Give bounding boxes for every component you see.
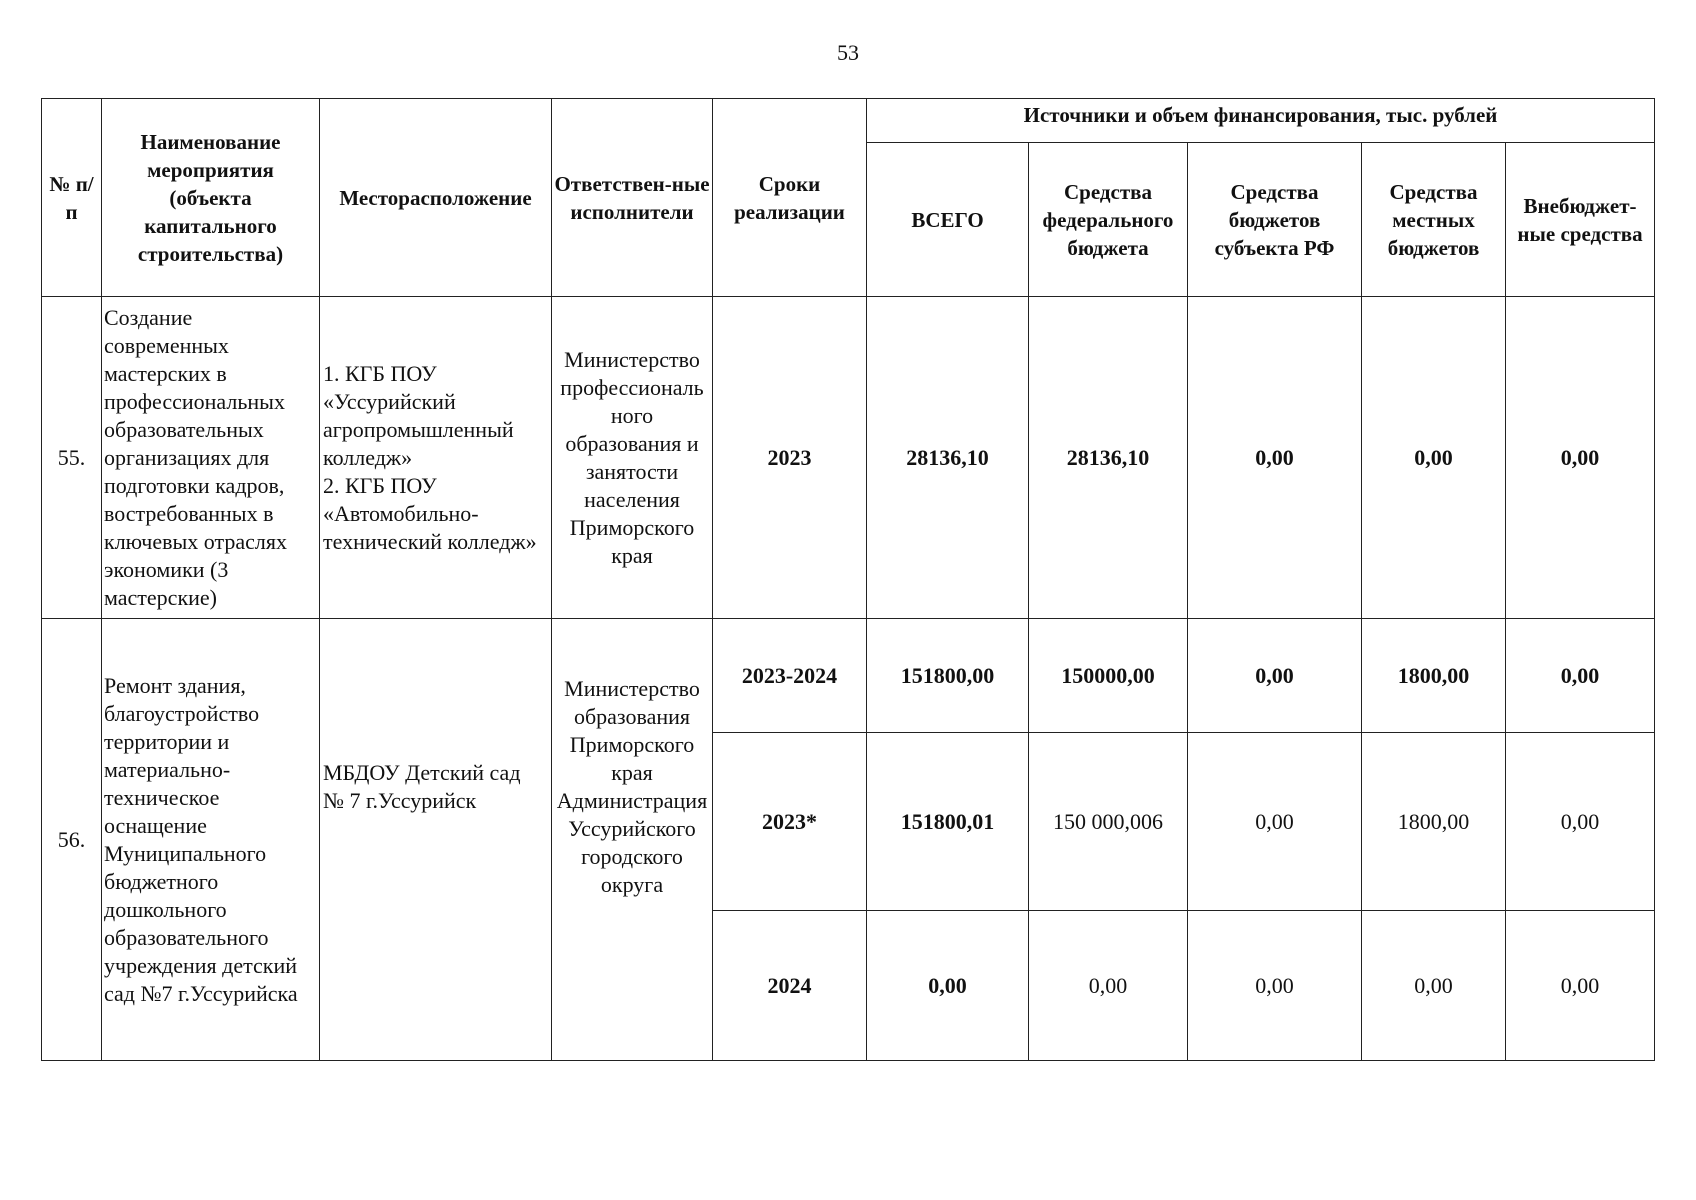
term: 2024 [713,911,867,1061]
local-value: 0,00 [1362,911,1506,1061]
total-value: 151800,01 [867,733,1029,911]
responsible-executors: Министерство образования Приморского края Администрация Уссурийского городского округа [552,619,713,1061]
header-name: Наименование мероприятия (объекта капитального строительства) [102,99,320,297]
header-location: Месторасположение [320,99,552,297]
header-total: ВСЕГО [867,143,1029,297]
location: МБДОУ Детский сад № 7 г.Уссурийск [320,619,552,1061]
location: 1. КГБ ПОУ «Уссурийский агропромышленный колледж» 2. КГБ ПОУ «Автомобильно- технический колледж» [320,297,552,619]
local-value: 1800,00 [1362,733,1506,911]
offbudget-value: 0,00 [1506,619,1655,733]
federal-value: 28136,10 [1029,297,1188,619]
table-row [42,619,1655,733]
header-responsible: Ответствен-ные исполнители [552,99,713,297]
total-value: 151800,00 [867,619,1029,733]
subject-value: 0,00 [1188,911,1362,1061]
federal-value: 150000,00 [1029,619,1188,733]
subject-value: 0,00 [1188,733,1362,911]
offbudget-value: 0,00 [1506,733,1655,911]
header-local: Средства местных бюджетов [1362,143,1506,297]
header-offbudget: Внебюджет-ные средства [1506,143,1655,297]
term: 2023 [713,297,867,619]
total-value: 0,00 [867,911,1029,1061]
header-subject: Средства бюджетов субъекта РФ [1188,143,1362,297]
term: 2023* [713,733,867,911]
row-number: 55. [42,297,102,619]
event-name: Ремонт здания, благоустройство территории и материально- техническое оснащение Муниципального бюджетного дошкольного образовательного учреждения детский сад №7 г.Уссурийска [102,619,320,1061]
subject-value: 0,00 [1188,619,1362,733]
offbudget-value: 0,00 [1506,297,1655,619]
term: 2023-2024 [713,619,867,733]
federal-value: 150 000,006 [1029,733,1188,911]
header-terms: Сроки реализации [713,99,867,297]
funding-table [41,98,1655,1061]
header-federal: Средства федерального бюджета [1029,143,1188,297]
page-number: 53 [837,40,859,65]
local-value: 0,00 [1362,297,1506,619]
total-value: 28136,10 [867,297,1029,619]
header-funding: Источники и объем финансирования, тыс. рублей [867,99,1655,143]
row-number: 56. [42,619,102,1061]
header-num: № п/п [42,99,102,297]
event-name: Создание современных мастерских в профессиональных образовательных организациях для подготовки кадров, востребованных в ключевых отраслях экономики (3 мастерские) [102,297,320,619]
responsible-executors: Министерство профессиональ ного образования и занятости населения Приморского края [552,297,713,619]
local-value: 1800,00 [1362,619,1506,733]
subject-value: 0,00 [1188,297,1362,619]
header-row-1 [42,99,1655,143]
table-row [42,297,1655,619]
offbudget-value: 0,00 [1506,911,1655,1061]
federal-value: 0,00 [1029,911,1188,1061]
